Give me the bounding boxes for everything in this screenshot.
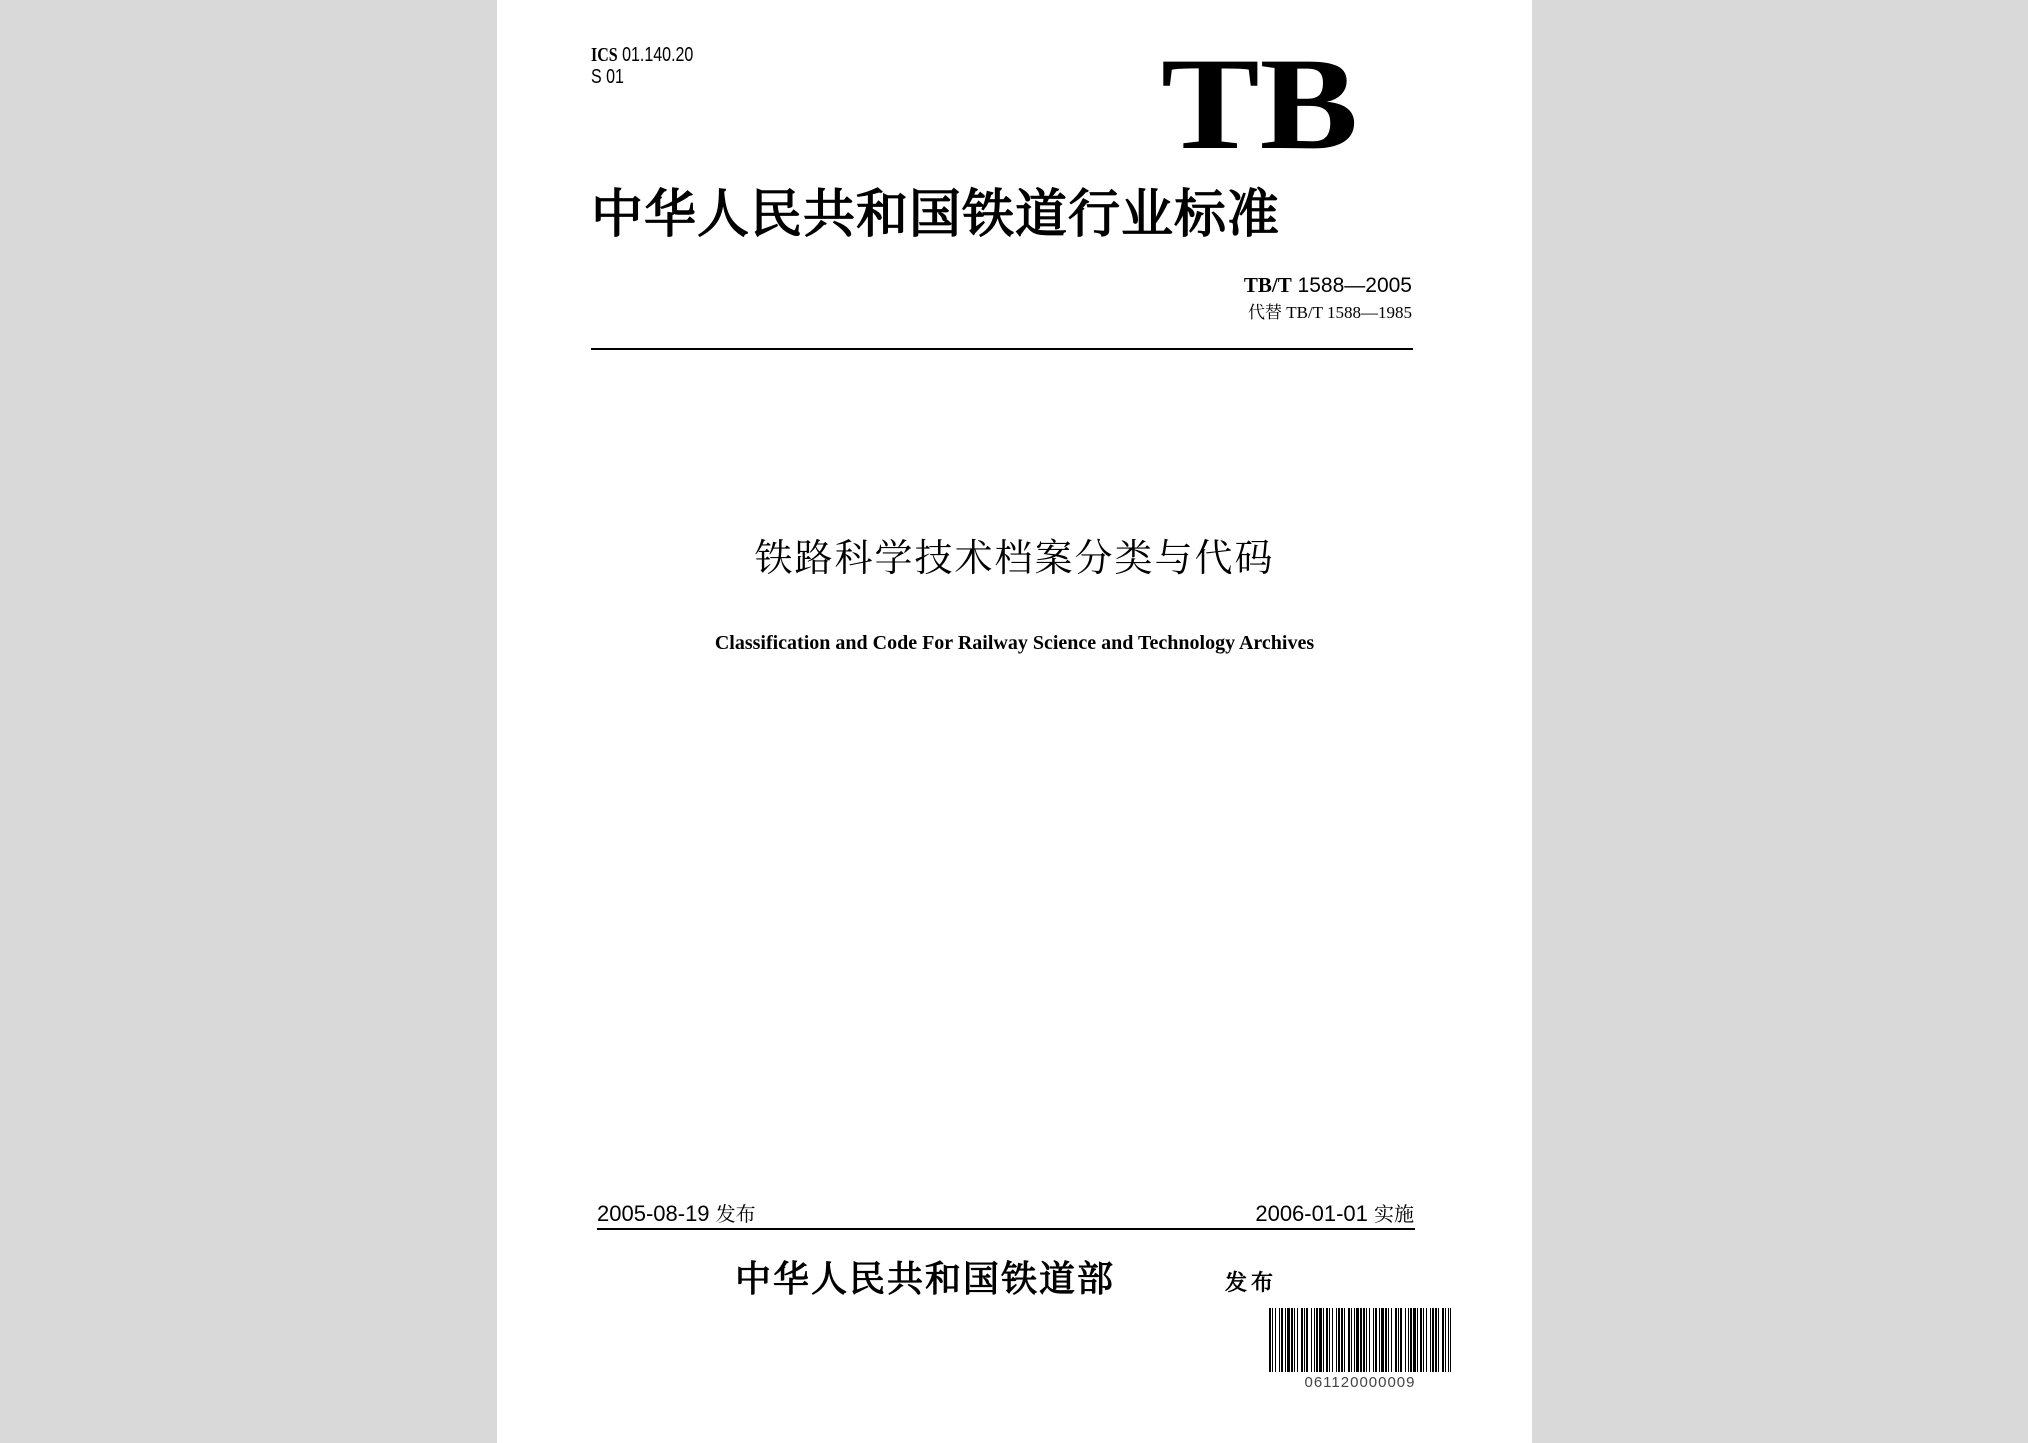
barcode-bar [1279, 1308, 1280, 1372]
issue-date-label: 发布 [715, 1202, 756, 1226]
barcode-bar [1448, 1308, 1449, 1372]
barcode-bar [1281, 1308, 1283, 1372]
standard-number-value: 1588—2005 [1291, 274, 1412, 297]
barcode-bar [1408, 1308, 1409, 1372]
replaces-standard: 代替 TB/T 1588—1985 [1247, 303, 1412, 322]
barcode-bar [1351, 1308, 1352, 1372]
barcode-bar [1356, 1308, 1359, 1372]
class-code: S 01 [591, 66, 624, 88]
footer-divider [597, 1228, 1415, 1230]
ics-code: 01.140.20 [617, 44, 694, 66]
standard-number-prefix: TB/T [1243, 273, 1292, 297]
standard-type-heading: 中华人民共和国铁道行业标准 [591, 185, 1281, 245]
document-page [497, 0, 1532, 1443]
barcode-bar [1420, 1308, 1422, 1372]
barcode-bar [1269, 1308, 1271, 1372]
barcode-bar [1442, 1308, 1444, 1372]
barcode-bar [1297, 1308, 1298, 1372]
barcode-bar [1450, 1308, 1451, 1372]
effective-date-value: 2006-01-01 [1255, 1201, 1374, 1226]
barcode-bar [1391, 1308, 1392, 1372]
barcode-bar [1344, 1308, 1345, 1372]
barcode-bar [1287, 1308, 1290, 1372]
document-title-english: Classification and Code For Railway Science and Technology Archives [714, 632, 1315, 654]
barcode-bar [1354, 1308, 1355, 1372]
barcode-bar [1430, 1308, 1431, 1372]
barcode-bar [1400, 1308, 1402, 1372]
barcode-bar [1275, 1308, 1276, 1372]
barcode-bar [1435, 1308, 1437, 1372]
ics-classification [591, 44, 693, 88]
barcode-bar [1369, 1308, 1370, 1372]
barcode-bar [1373, 1308, 1374, 1372]
tb-logo: TB [1161, 30, 1359, 177]
ics-label: ICS [591, 44, 618, 66]
barcode-bar [1379, 1308, 1380, 1372]
barcode-bar [1332, 1308, 1333, 1372]
barcode-bar [1323, 1308, 1324, 1372]
barcode-bar [1398, 1308, 1399, 1372]
barcode-bar [1301, 1308, 1303, 1372]
barcode-bar [1385, 1308, 1387, 1372]
barcode-bar [1366, 1308, 1367, 1372]
barcode-bar [1304, 1308, 1305, 1372]
barcode-bar [1311, 1308, 1312, 1372]
barcode-bar [1326, 1308, 1328, 1372]
barcode-bar [1341, 1308, 1343, 1372]
barcode-bar [1445, 1308, 1446, 1372]
effective-date-label: 实施 [1374, 1202, 1414, 1226]
issue-date [597, 1201, 756, 1227]
barcode-bar [1388, 1308, 1389, 1372]
barcode-bar [1375, 1308, 1377, 1372]
issuing-action: 发布 [1225, 1271, 1278, 1296]
barcode-bar [1316, 1308, 1318, 1372]
header-divider [591, 348, 1413, 350]
barcode-bar [1410, 1308, 1412, 1372]
barcode-bar [1381, 1308, 1384, 1372]
barcode-bar [1405, 1308, 1406, 1372]
barcode-bar [1417, 1308, 1418, 1372]
barcode-bar [1432, 1308, 1434, 1372]
barcode-bar [1306, 1308, 1308, 1372]
issuing-authority: 中华人民共和国铁道部 [735, 1259, 1116, 1300]
ics-code-line [591, 44, 693, 66]
barcode-bar [1272, 1308, 1273, 1372]
barcode-bar [1319, 1308, 1322, 1372]
barcode [1269, 1308, 1451, 1372]
barcode-bar [1438, 1308, 1439, 1372]
barcode-bar [1338, 1308, 1340, 1372]
issue-date-value: 2005-08-19 [597, 1201, 716, 1226]
effective-date [1255, 1201, 1414, 1227]
barcode-bar [1285, 1308, 1286, 1372]
barcode-bar [1395, 1308, 1397, 1372]
barcode-bar [1426, 1308, 1427, 1372]
barcode-bar [1329, 1308, 1330, 1372]
barcode-bar [1363, 1308, 1365, 1372]
barcode-bar [1294, 1308, 1295, 1372]
barcode-bar [1360, 1308, 1362, 1372]
barcode-bar [1314, 1308, 1315, 1372]
document-title-chinese: 铁路科学技术档案分类与代码 [754, 536, 1275, 580]
barcode-bar [1423, 1308, 1424, 1372]
barcode-bar [1336, 1308, 1337, 1372]
barcode-number: 061120000009 [1304, 1374, 1416, 1391]
barcode-bar [1348, 1308, 1350, 1372]
barcode-bar [1291, 1308, 1293, 1372]
barcode-bar [1413, 1308, 1416, 1372]
standard-number [1244, 273, 1412, 298]
